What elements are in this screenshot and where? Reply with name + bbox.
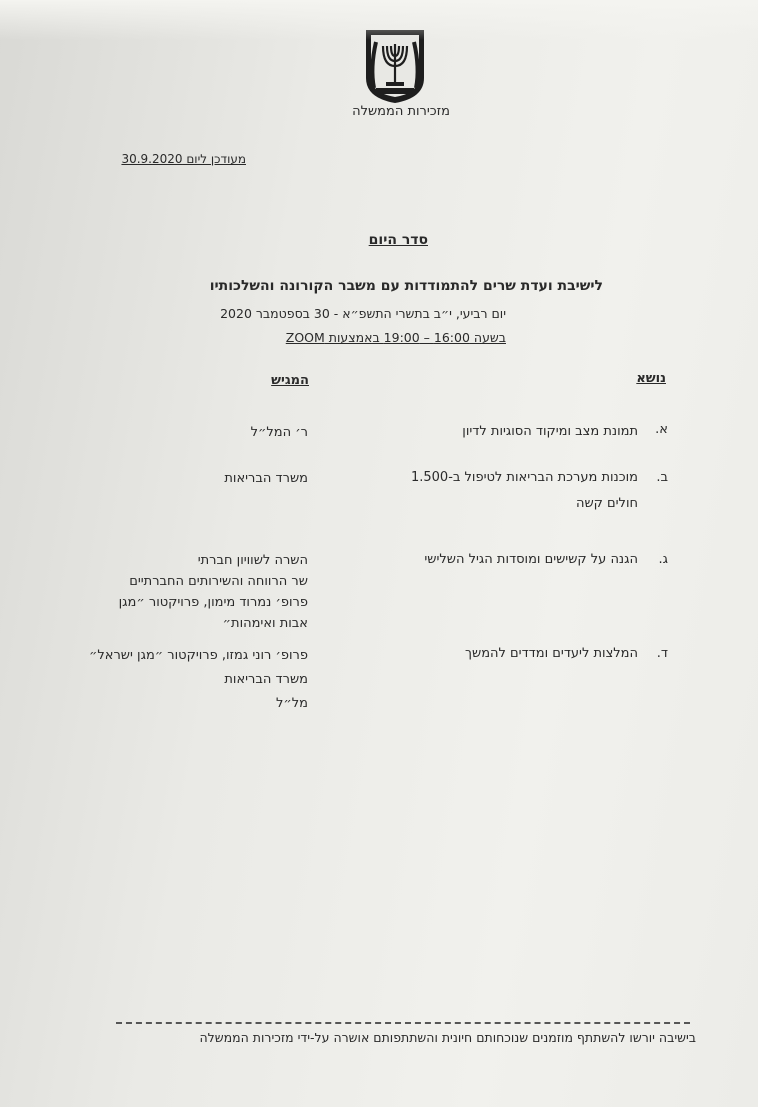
item-presenter: מל״ל <box>276 696 308 711</box>
organization-name: מזכירות הממשלה <box>352 104 450 119</box>
agenda-title: סדר היום <box>368 232 428 248</box>
item-topic: חולים קשה <box>575 496 638 511</box>
column-header-presenter: המגיש <box>271 373 309 388</box>
item-letter: ב. <box>656 470 668 485</box>
item-letter: א. <box>655 422 668 437</box>
item-presenter: השרה לשוויון חברתי <box>197 553 308 568</box>
column-header-topic: נושא <box>636 371 666 386</box>
item-presenter: שר הרווחה והשירותים החברתיים <box>129 574 308 589</box>
committee-title: לישיבת ועדת שרים להתמודדות עם משבר הקורונה והשלכותיו <box>209 278 603 294</box>
item-presenter: משרד הבריאות <box>224 672 308 687</box>
footnote-divider <box>116 1022 690 1024</box>
item-topic: תמונת מצב ומיקוד הסוגיות לדיון <box>462 424 638 439</box>
state-emblem-menorah-icon <box>362 28 428 104</box>
footnote: בישיבה יורשו להשתתף מוזמנים שנוכחותם חיונית והשתתפותם אושרה על-ידי מזכירות הממשלה <box>199 1030 696 1045</box>
item-presenter: אבות ואימהות״ <box>222 616 308 631</box>
item-letter: ד. <box>656 646 668 661</box>
item-topic: הגנה על קשישים ומוסדות הגיל השלישי <box>424 552 638 567</box>
item-presenter: פרופ׳ רוני גמזו, פרויקטור ״מגן ישראל״ <box>89 648 308 663</box>
meeting-date: יום רביעי, י״ב בתשרי התשפ״א - 30 בספטמבר 2020 <box>220 306 506 321</box>
item-topic: מוכנות מערכת הבריאות לטיפול ב-1.500 <box>410 470 638 485</box>
item-presenter: משרד הבריאות <box>224 471 308 486</box>
item-presenter: פרופ׳ נמרוד מימון, פרויקטור ״מגן <box>118 595 308 610</box>
item-letter: ג. <box>658 552 668 567</box>
item-topic: המלצות ליעדים ומדדים להמשך <box>465 646 638 661</box>
updated-date: מעודכן ליום 30.9.2020 <box>121 152 246 166</box>
item-presenter: ר׳ המל״ל <box>250 425 308 440</box>
meeting-hour: בשעה 16:00 – 19:00 באמצעות ZOOM <box>285 330 506 345</box>
